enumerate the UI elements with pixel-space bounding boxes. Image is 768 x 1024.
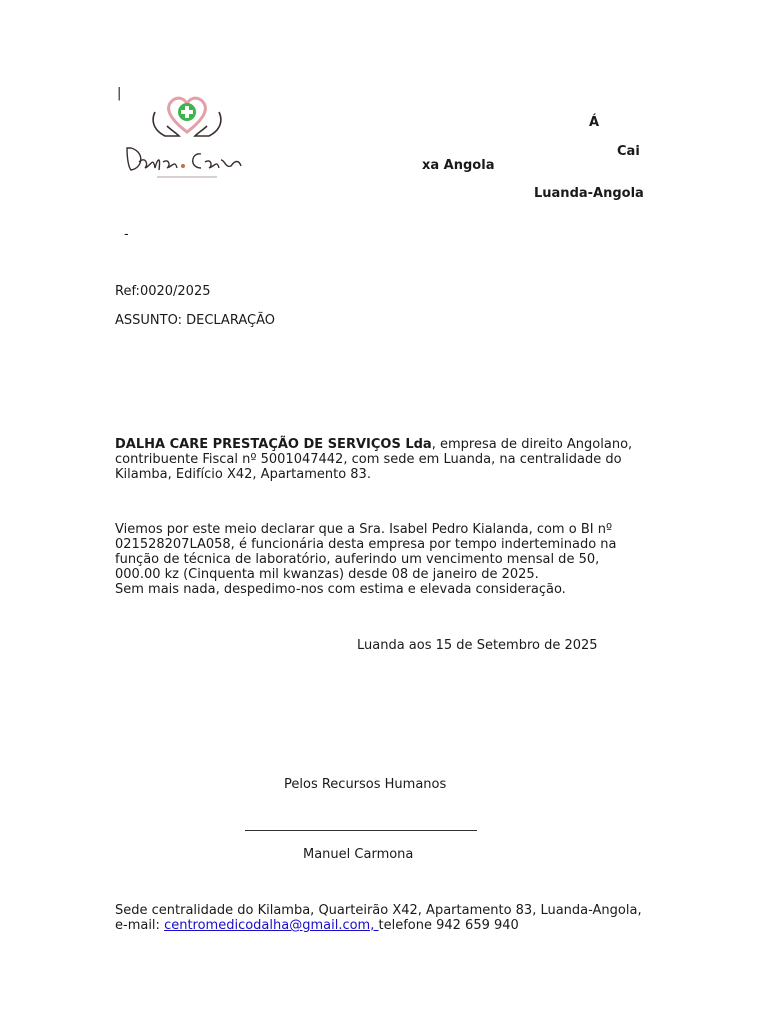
- dash-mark: -: [124, 227, 129, 242]
- signature-department: Pelos Recursos Humanos: [284, 777, 447, 792]
- recipient-line-2b: xa Angola: [422, 158, 495, 173]
- company-line-3: Kilamba, Edifício X42, Apartamento 83.: [115, 467, 371, 482]
- email-label: e-mail:: [115, 918, 165, 933]
- company-line-1-rest: , empresa de direito Angolano,: [431, 437, 633, 452]
- body-line-2: 021528207LA058, é funcionária desta empresa por tempo inderteminado na: [115, 537, 617, 552]
- body-line-5: Sem mais nada, despedimo-nos com estima e elevada consideração.: [115, 582, 566, 597]
- recipient-line-3: Luanda-Angola: [534, 186, 644, 201]
- company-paragraph: [115, 437, 655, 482]
- cursor-mark: |: [117, 86, 122, 101]
- company-line-2: contribuente Fiscal nº 5001047442, com sede em Luanda, na centralidade do: [115, 452, 622, 467]
- signature-name: Manuel Carmona: [303, 847, 414, 862]
- dalha-care-logo: [121, 90, 253, 190]
- subject-line: ASSUNTO: DECLARAÇÃO: [115, 313, 275, 328]
- body-line-3: função de técnica de laboratório, auferindo um vencimento mensal de 50,: [115, 552, 600, 567]
- footer-line-1: Sede centralidade do Kilamba, Quarteirão X42, Apartamento 83, Luanda-Angola,: [115, 903, 642, 918]
- body-line-1: Viemos por este meio declarar que a Sra. Isabel Pedro Kialanda, com o BI nº: [115, 522, 613, 537]
- signature-line: [245, 830, 477, 831]
- date-line: Luanda aos 15 de Setembro de 2025: [357, 638, 598, 653]
- phone-text: telefone 942 659 940: [378, 918, 519, 933]
- email-link[interactable]: centromedicodalha@gmail.com,: [164, 918, 379, 933]
- footer-address: [115, 903, 675, 933]
- company-name: DALHA CARE PRESTAÇÃO DE SERVIÇOS Lda: [115, 437, 432, 452]
- declaration-paragraph: [115, 522, 655, 597]
- body-line-4: 000.00 kz (Cinquenta mil kwanzas) desde 08 de janeiro de 2025.: [115, 567, 539, 582]
- recipient-line-2a: Cai: [617, 144, 640, 159]
- recipient-line-1: Á: [589, 115, 600, 130]
- reference-number: Ref:0020/2025: [115, 284, 211, 299]
